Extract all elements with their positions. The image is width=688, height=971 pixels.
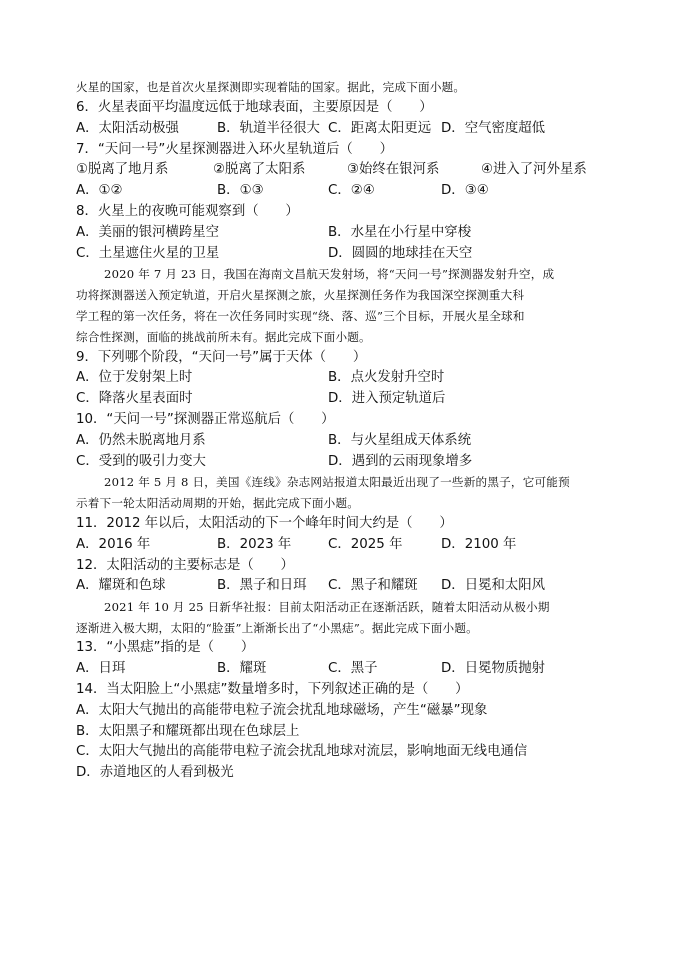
passage-3-line-2: 示着下一轮太阳活动周期的开始，据此完成下面小题。 <box>76 496 360 510</box>
question-7-option-c[interactable]: C．②④ <box>328 183 375 198</box>
question-9-stem: 9．下列哪个阶段，“天问一号”属于天体（ ） <box>76 350 367 365</box>
question-11-option-c[interactable]: C．2025 年 <box>328 537 403 552</box>
question-10-option-b[interactable]: B．与火星组成天体系统 <box>328 433 472 448</box>
question-8-option-a[interactable]: A．美丽的银河横跨星空 <box>76 225 220 240</box>
question-6-stem: 6．火星表面平均温度远低于地球表面，主要原因是（ ） <box>76 100 433 115</box>
passage-2-line-3: 学工程的第一次任务，将在一次任务同时实现“绕、落、巡”三个目标，开展火星全球和 <box>76 309 525 323</box>
question-13-stem: 13．“小黑痣”指的是（ ） <box>76 640 255 655</box>
question-12-option-d[interactable]: D．日冕和太阳风 <box>441 578 546 593</box>
question-13-option-c[interactable]: C．黑子 <box>328 661 378 676</box>
question-13-option-d[interactable]: D．日冕物质抛射 <box>441 661 546 676</box>
question-6-option-a[interactable]: A．太阳活动极强 <box>76 121 179 136</box>
question-14-option-b[interactable]: B．太阳黑子和耀斑都出现在色球层上 <box>76 724 300 739</box>
question-8-option-b[interactable]: B．水星在小行星中穿梭 <box>328 225 472 240</box>
passage-4-line-1: 2021 年 10 月 25 日新华社报：目前太阳活动正在逐渐活跃，随着太阳活动从极小期 <box>104 600 550 614</box>
question-6-option-c[interactable]: C．距离太阳更远 <box>328 121 432 136</box>
question-10-option-c[interactable]: C．受到的吸引力变大 <box>76 454 206 469</box>
question-8-option-d[interactable]: D．圆圆的地球挂在天空 <box>328 246 473 261</box>
question-14-option-c[interactable]: C．太阳大气抛出的高能带电粒子流会扰乱地球对流层，影响地面无线电通信 <box>76 744 528 759</box>
question-11-stem: 11．2012 年以后，太阳活动的下一个峰年时间大约是（ ） <box>76 516 453 531</box>
question-7-option-b[interactable]: B．①③ <box>217 183 264 198</box>
question-7-statement-2: ②脱离了太阳系 <box>213 162 306 177</box>
passage-1-tail: 火星的国家，也是首次火星探测即实现着陆的国家。据此，完成下面小题。 <box>76 80 466 94</box>
question-10-option-d[interactable]: D．遇到的云雨现象增多 <box>328 454 473 469</box>
question-9-option-b[interactable]: B．点火发射升空时 <box>328 370 445 385</box>
question-12-option-c[interactable]: C．黑子和耀斑 <box>328 578 418 593</box>
question-11-option-d[interactable]: D．2100 年 <box>441 537 517 552</box>
question-14-option-d[interactable]: D．赤道地区的人看到极光 <box>76 765 234 780</box>
question-11-option-a[interactable]: A．2016 年 <box>76 537 151 552</box>
question-7-stem: 7．“天问一号”火星探测器进入环火星轨道后（ ） <box>76 142 393 157</box>
question-13-option-b[interactable]: B．耀斑 <box>217 661 267 676</box>
question-6-option-b[interactable]: B．轨道半径很大 <box>217 121 320 136</box>
question-12-stem: 12．太阳活动的主要标志是（ ） <box>76 558 294 573</box>
question-12-option-b[interactable]: B．黑子和日珥 <box>217 578 307 593</box>
question-7-option-d[interactable]: D．③④ <box>441 183 489 198</box>
passage-2-line-1: 2020 年 7 月 23 日，我国在海南文昌航天发射场，将“天问一号”探测器发射升空，成 <box>104 267 555 281</box>
question-11-option-b[interactable]: B．2023 年 <box>217 537 292 552</box>
question-9-option-c[interactable]: C．降落火星表面时 <box>76 391 193 406</box>
passage-2-line-4: 综合性探测，面临的挑战前所未有。据此完成下面小题。 <box>76 330 371 344</box>
question-14-option-a[interactable]: A．太阳大气抛出的高能带电粒子流会扰乱地球磁场，产生“磁暴”现象 <box>76 703 488 718</box>
passage-3-line-1: 2012 年 5 月 8 日，美国《连线》杂志网站报道太阳最近出现了一些新的黑子，它可能预 <box>104 475 570 489</box>
question-12-option-a[interactable]: A．耀斑和色球 <box>76 578 166 593</box>
question-9-option-d[interactable]: D．进入预定轨道后 <box>328 391 446 406</box>
passage-2-line-2: 功将探测器送入预定轨道，开启火星探测之旅，火星探测任务作为我国深空探测重大科 <box>76 288 525 302</box>
question-8-stem: 8．火星上的夜晚可能观察到（ ） <box>76 204 299 219</box>
passage-4-line-2: 逐渐进入极大期，太阳的“脸蛋”上渐渐长出了“小黑痣”。据此完成下面小题。 <box>76 621 478 635</box>
question-9-option-a[interactable]: A．位于发射架上时 <box>76 370 193 385</box>
question-14-stem: 14．当太阳脸上“小黑痣”数量增多时，下列叙述正确的是（ ） <box>76 682 469 697</box>
question-7-statement-1: ①脱离了地月系 <box>76 162 169 177</box>
question-10-stem: 10．“天问一号”探测器正常巡航后（ ） <box>76 412 335 427</box>
question-6-option-d[interactable]: D．空气密度超低 <box>441 121 546 136</box>
question-7-statement-3: ③始终在银河系 <box>347 162 440 177</box>
question-7-option-a[interactable]: A．①② <box>76 183 123 198</box>
question-8-option-c[interactable]: C．土星遮住火星的卫星 <box>76 246 220 261</box>
question-7-statement-4: ④进入了河外星系 <box>481 162 587 177</box>
question-10-option-a[interactable]: A．仍然未脱离地月系 <box>76 433 206 448</box>
question-13-option-a[interactable]: A．日珥 <box>76 661 126 676</box>
